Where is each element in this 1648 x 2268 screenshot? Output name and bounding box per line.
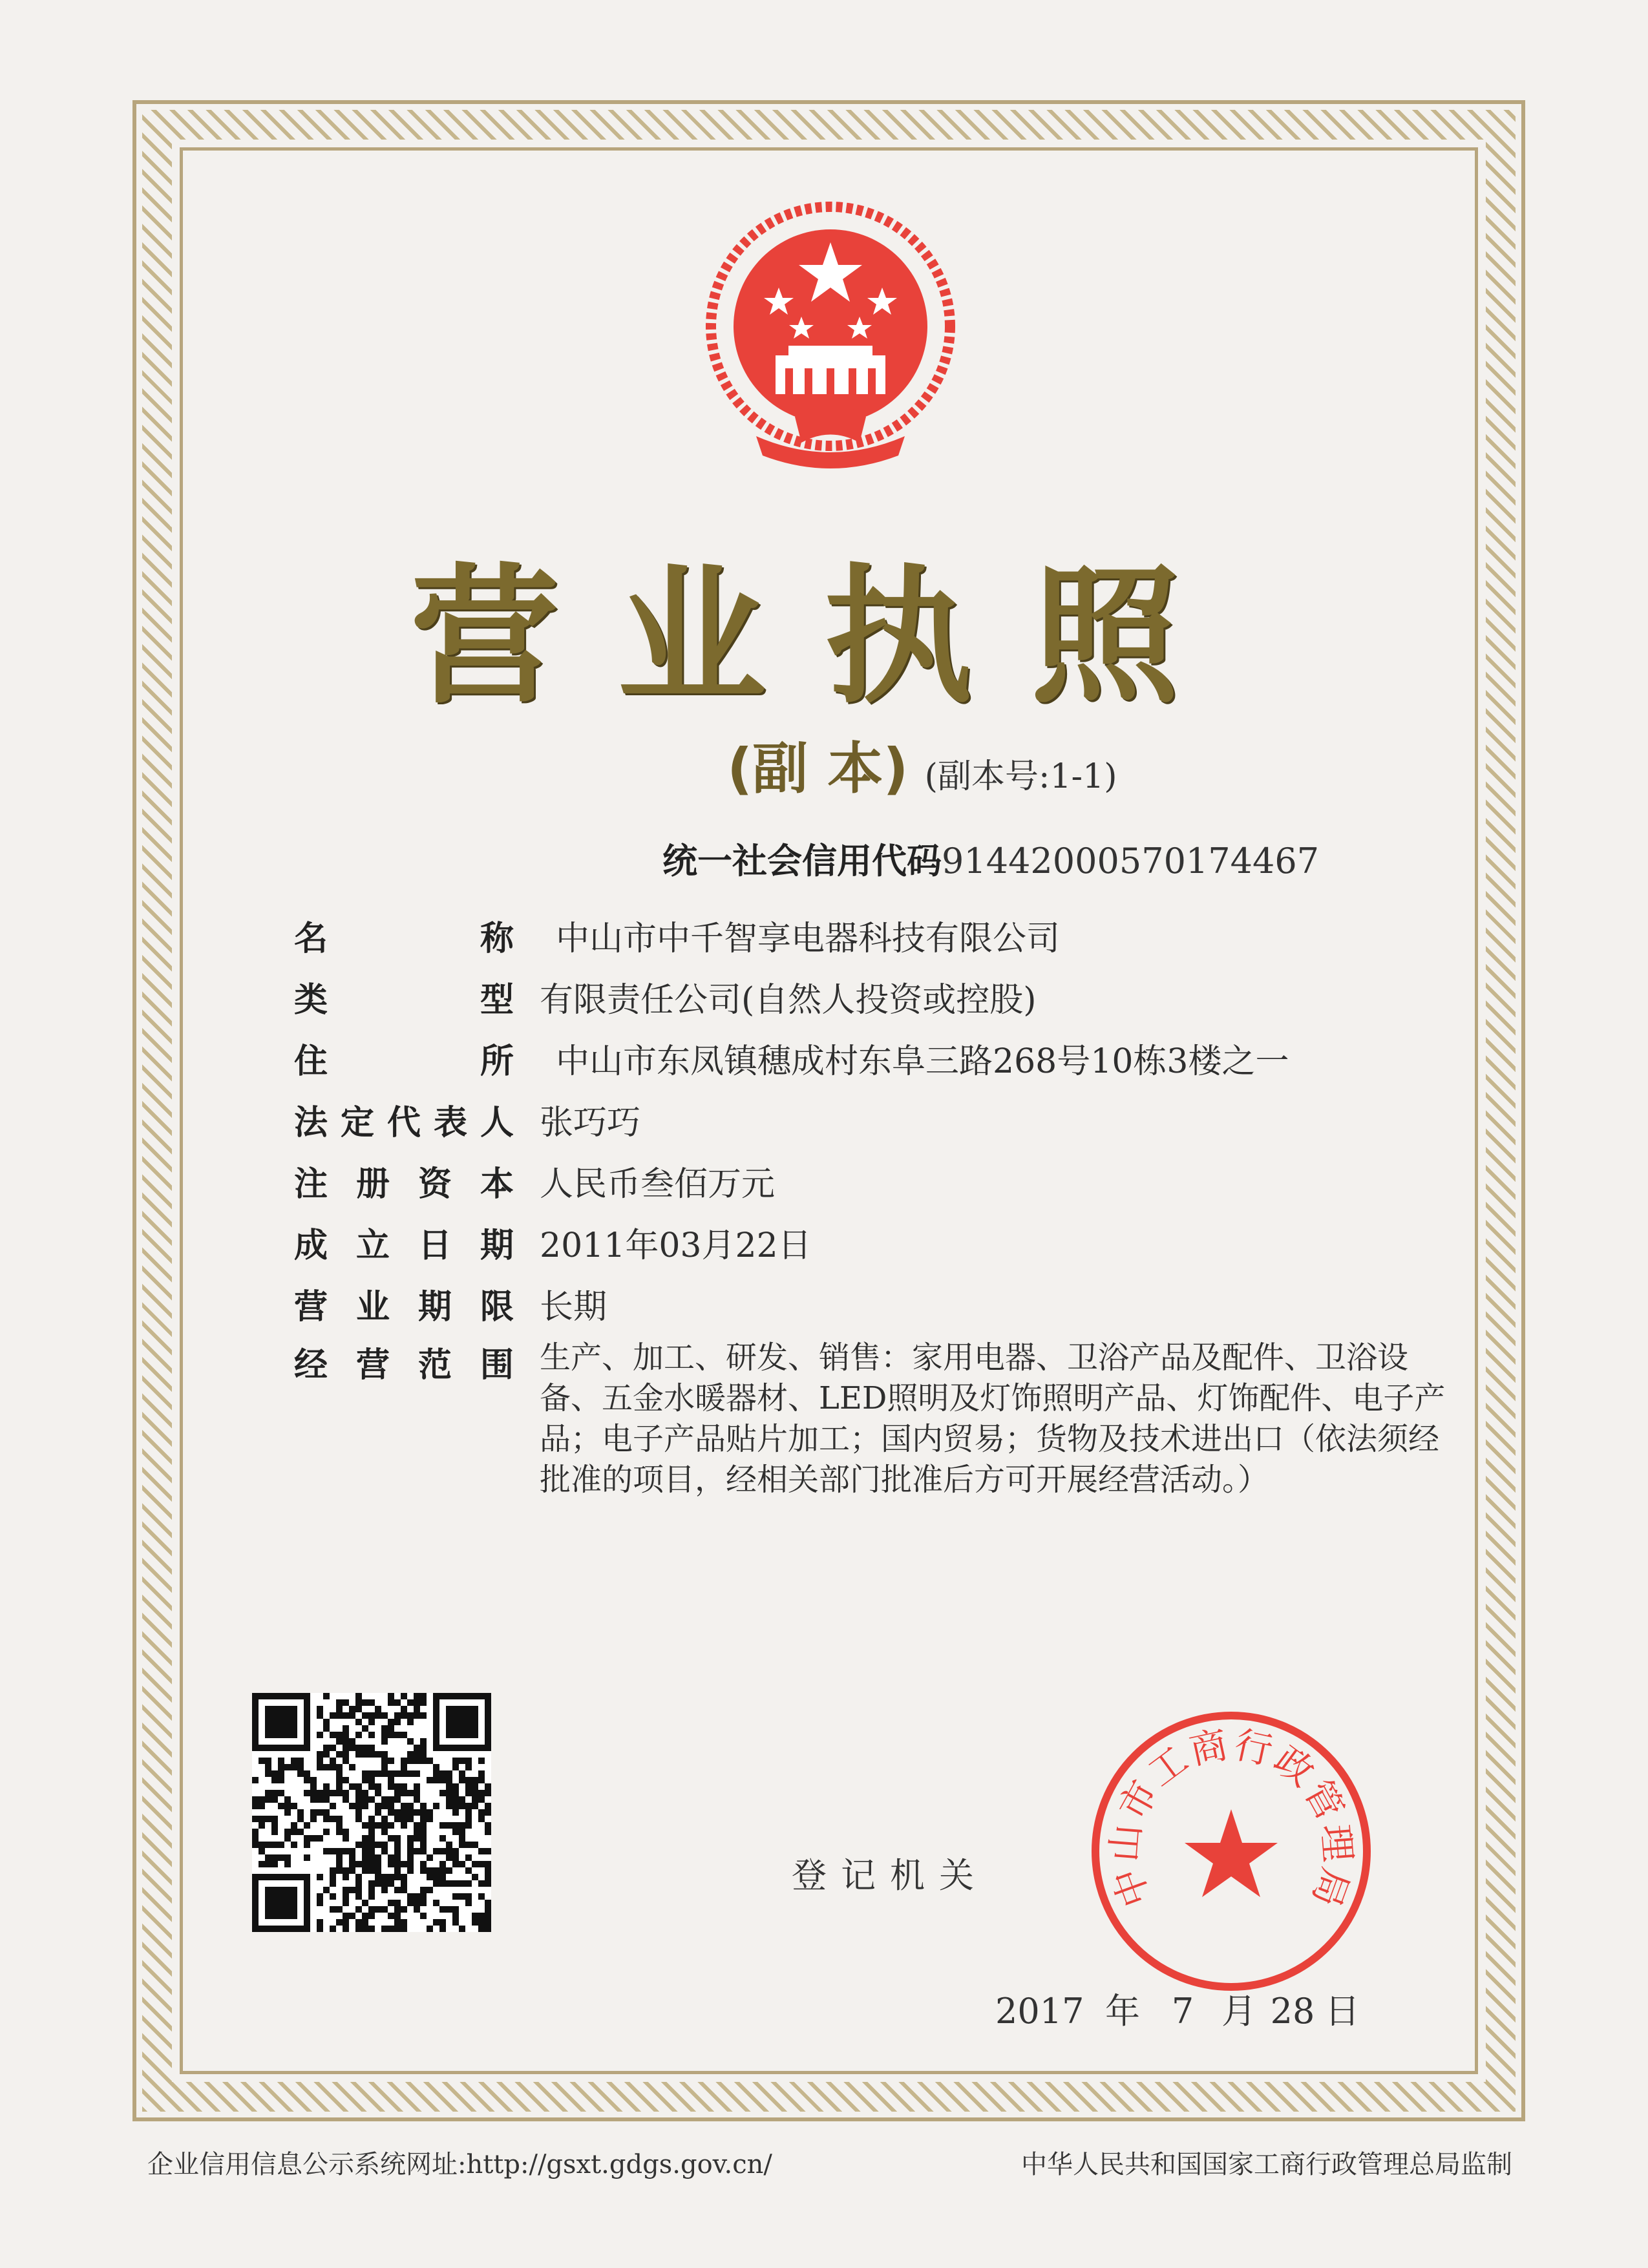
copy-label: (副 本) [727,737,909,801]
issue-day-unit: 日 [1325,1991,1360,2032]
field-label: 法定代表人 [294,1104,514,1142]
svg-text:山: 山 [1102,1822,1149,1864]
field-label: 营业期限 [294,1288,514,1327]
field-label: 住所 [294,1042,514,1081]
svg-text:局: 局 [1304,1862,1358,1913]
svg-text:行: 行 [1231,1722,1277,1774]
field-scope-value: 生产、加工、研发、销售：家用电器、卫浴产品及配件、卫浴设备、五金水暖器材、LED照明及灯饰照明产品、灯饰配件、电子产品；电子产品贴片加工；国内贸易；货物及技术进出口（依法须经批准的项目，经相关部门批准后方可开展经营活动。） [540,1339,1446,1498]
field-value: 长期 [540,1288,607,1327]
footer-website: 企业信用信息公示系统网址:http://gsxt.gdgs.gov.cn/ [147,2150,772,2179]
footer-supervisor: 中华人民共和国国家工商行政管理总局监制 [1021,2150,1512,2179]
svg-text:商: 商 [1185,1722,1232,1774]
field-label: 注册资本 [294,1165,514,1204]
copy-line [727,724,1117,804]
issue-year-unit: 年 [1105,1991,1140,2032]
issue-day: 28 [1270,1991,1315,2032]
svg-text:中: 中 [1104,1862,1159,1913]
license-title: 营业执照 [410,551,1238,724]
issue-month-unit: 月 [1221,1991,1256,2032]
svg-text:政: 政 [1266,1737,1323,1796]
qr-code-icon [252,1693,491,1932]
field-label: 类型 [294,981,514,1020]
issue-year: 2017 [995,1991,1084,2032]
field-label: 名称 [294,919,514,958]
field-value: 有限责任公司(自然人投资或控股) [540,981,1037,1020]
credit-code-line [662,834,1319,883]
credit-code-label: 统一社会信用代码 [662,841,942,881]
registrar-label: 登记机关 [792,1855,988,1896]
field-value: 2011年03月22日 [540,1226,812,1265]
field-label: 经营范围 [294,1346,514,1385]
issue-date [995,1984,1360,2033]
official-seal-icon [1086,1706,1377,1997]
field-value: 人民币叁佰万元 [540,1165,776,1204]
svg-text:工: 工 [1139,1737,1196,1796]
field-value: 中山市东凤镇穗成村东阜三路268号10栋3楼之一 [556,1042,1289,1081]
credit-code-value: 91442000570174467 [942,841,1320,881]
svg-text:理: 理 [1313,1822,1360,1864]
svg-text:市: 市 [1110,1772,1167,1827]
copy-number: (副本号:1-1) [924,757,1117,796]
svg-text:管: 管 [1295,1772,1353,1827]
field-label: 成立日期 [294,1226,514,1265]
field-value: 张巧巧 [540,1104,641,1142]
national-emblem-icon [698,197,963,481]
issue-month: 7 [1171,1991,1194,2032]
field-value: 中山市中千智享电器科技有限公司 [556,919,1061,958]
